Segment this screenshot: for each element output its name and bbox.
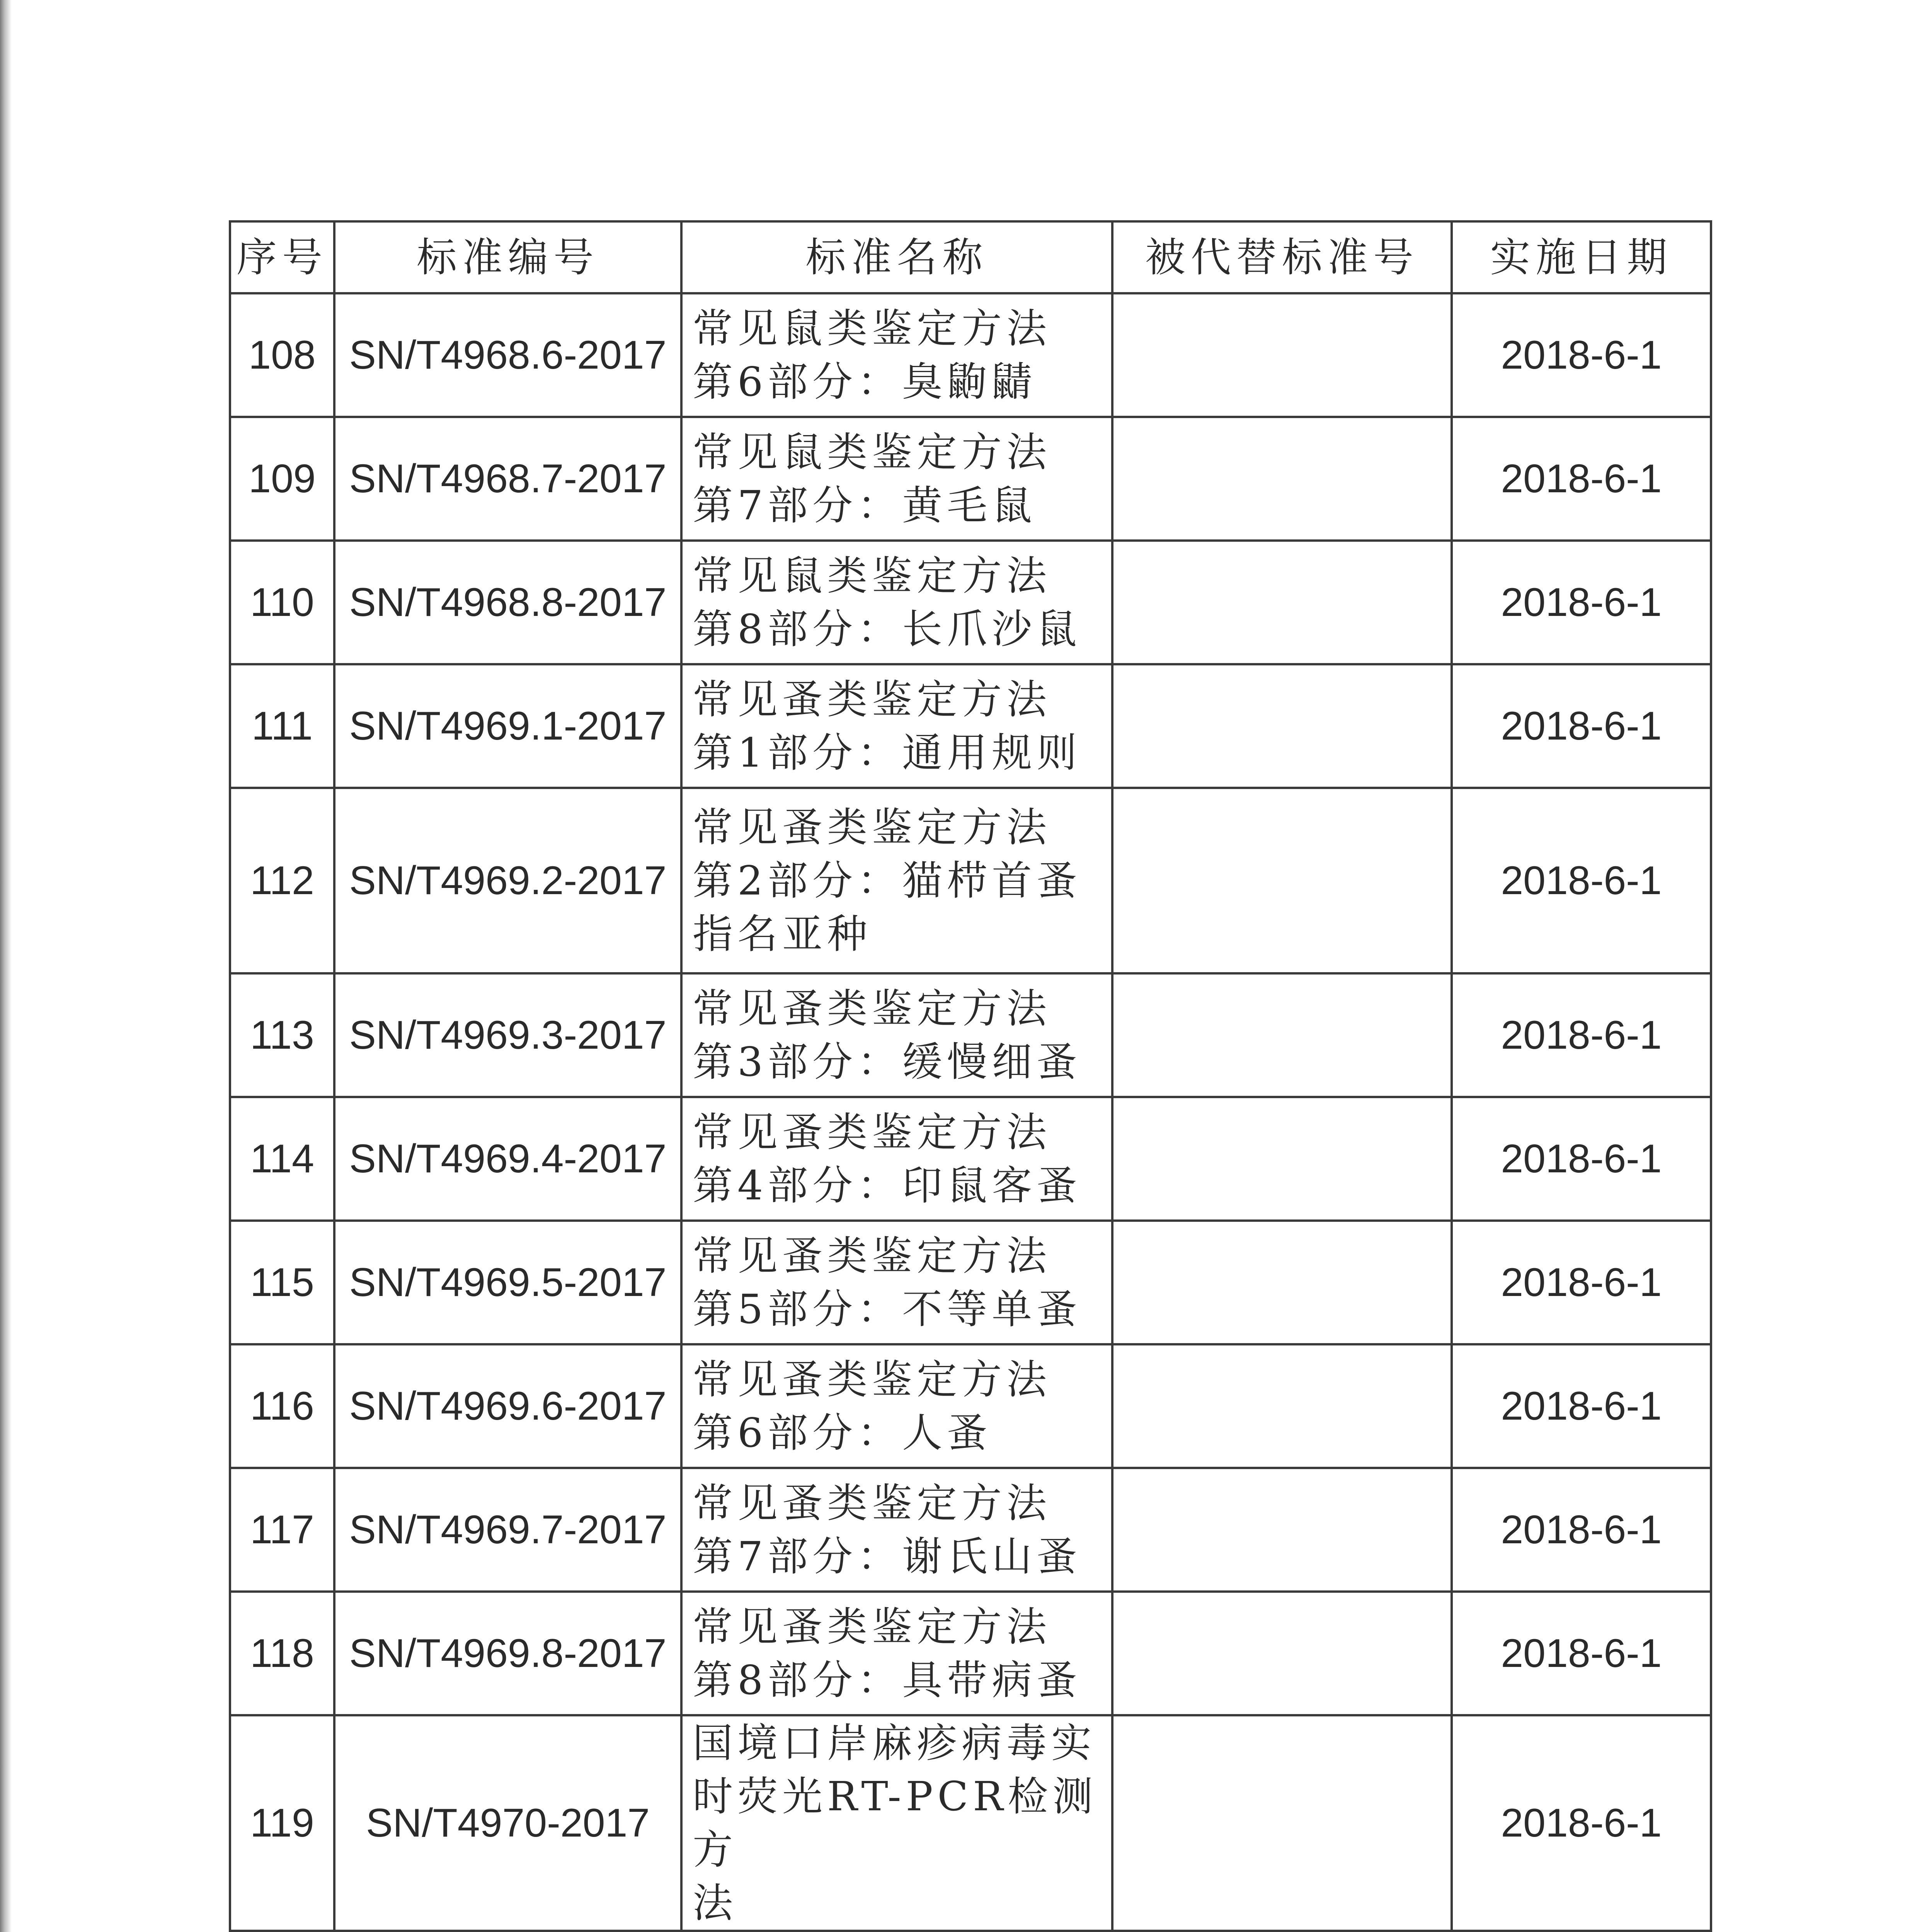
cell-standard-name: 常见蚤类鉴定方法 第7部分：谢氏山蚤 — [681, 1468, 1112, 1592]
cell-replaced-standard — [1112, 788, 1452, 973]
cell-standard-name: 常见蚤类鉴定方法 第1部分：通用规则 — [681, 664, 1112, 788]
cell-standard-code: SN/T4969.5-2017 — [334, 1221, 681, 1344]
cell-replaced-standard — [1112, 1221, 1452, 1344]
cell-serial-no: 110 — [230, 541, 334, 664]
header-standard-name: 标准名称 — [681, 221, 1112, 293]
header-serial-no: 序号 — [230, 221, 334, 293]
header-replaced-standard: 被代替标准号 — [1112, 221, 1452, 293]
cell-standard-name: 常见蚤类鉴定方法 第5部分：不等单蚤 — [681, 1221, 1112, 1344]
cell-standard-name: 常见蚤类鉴定方法 第4部分：印鼠客蚤 — [681, 1097, 1112, 1221]
cell-replaced-standard — [1112, 541, 1452, 664]
cell-serial-no: 112 — [230, 788, 334, 973]
cell-standard-code: SN/T4969.7-2017 — [334, 1468, 681, 1592]
cell-serial-no: 116 — [230, 1344, 334, 1468]
header-effective-date: 实施日期 — [1452, 221, 1711, 293]
cell-replaced-standard — [1112, 664, 1452, 788]
cell-effective-date: 2018-6-1 — [1452, 541, 1711, 664]
cell-replaced-standard — [1112, 293, 1452, 417]
cell-replaced-standard — [1112, 973, 1452, 1097]
cell-effective-date: 2018-6-1 — [1452, 664, 1711, 788]
cell-standard-name: 常见鼠类鉴定方法 第8部分：长爪沙鼠 — [681, 541, 1112, 664]
cell-serial-no: 119 — [230, 1715, 334, 1931]
cell-serial-no: 118 — [230, 1592, 334, 1715]
table-row — [230, 1592, 1711, 1715]
cell-standard-name: 常见鼠类鉴定方法 第6部分：臭鼩鼱 — [681, 293, 1112, 417]
cell-standard-code: SN/T4968.7-2017 — [334, 417, 681, 541]
cell-standard-name: 常见鼠类鉴定方法 第7部分：黄毛鼠 — [681, 417, 1112, 541]
table-row — [230, 1715, 1711, 1931]
cell-effective-date: 2018-6-1 — [1452, 788, 1711, 973]
scan-edge-shadow — [0, 0, 12, 1932]
cell-standard-code: SN/T4969.2-2017 — [334, 788, 681, 973]
cell-serial-no: 109 — [230, 417, 334, 541]
cell-standard-code: SN/T4969.4-2017 — [334, 1097, 681, 1221]
cell-standard-code: SN/T4969.8-2017 — [334, 1592, 681, 1715]
cell-standard-name: 国境口岸麻疹病毒实 时荧光RT-PCR检测方 法 — [681, 1715, 1112, 1931]
cell-effective-date: 2018-6-1 — [1452, 1592, 1711, 1715]
cell-effective-date: 2018-6-1 — [1452, 1468, 1711, 1592]
cell-standard-code: SN/T4969.3-2017 — [334, 973, 681, 1097]
table-row — [230, 1344, 1711, 1468]
cell-effective-date: 2018-6-1 — [1452, 417, 1711, 541]
cell-serial-no: 114 — [230, 1097, 334, 1221]
header-standard-code: 标准编号 — [334, 221, 681, 293]
cell-standard-code: SN/T4970-2017 — [334, 1715, 681, 1931]
cell-standard-name: 常见蚤类鉴定方法 第8部分：具带病蚤 — [681, 1592, 1112, 1715]
cell-serial-no: 111 — [230, 664, 334, 788]
cell-replaced-standard — [1112, 417, 1452, 541]
cell-effective-date: 2018-6-1 — [1452, 1097, 1711, 1221]
cell-standard-name: 常见蚤类鉴定方法 第2部分：猫栉首蚤 指名亚种 — [681, 788, 1112, 973]
cell-effective-date: 2018-6-1 — [1452, 1715, 1711, 1931]
table-header-row — [230, 221, 1711, 293]
table-row — [230, 788, 1711, 973]
cell-standard-name: 常见蚤类鉴定方法 第6部分：人蚤 — [681, 1344, 1112, 1468]
table-row — [230, 1097, 1711, 1221]
cell-replaced-standard — [1112, 1592, 1452, 1715]
table-row — [230, 417, 1711, 541]
cell-serial-no: 117 — [230, 1468, 334, 1592]
cell-standard-code: SN/T4968.6-2017 — [334, 293, 681, 417]
cell-standard-code: SN/T4969.1-2017 — [334, 664, 681, 788]
cell-serial-no: 113 — [230, 973, 334, 1097]
cell-serial-no: 115 — [230, 1221, 334, 1344]
table-row — [230, 293, 1711, 417]
table-row — [230, 973, 1711, 1097]
table-row — [230, 1468, 1711, 1592]
cell-replaced-standard — [1112, 1344, 1452, 1468]
cell-standard-code: SN/T4969.6-2017 — [334, 1344, 681, 1468]
cell-standard-code: SN/T4968.8-2017 — [334, 541, 681, 664]
cell-replaced-standard — [1112, 1097, 1452, 1221]
cell-effective-date: 2018-6-1 — [1452, 293, 1711, 417]
cell-effective-date: 2018-6-1 — [1452, 1221, 1711, 1344]
cell-serial-no: 108 — [230, 293, 334, 417]
table-row — [230, 541, 1711, 664]
cell-replaced-standard — [1112, 1715, 1452, 1931]
cell-effective-date: 2018-6-1 — [1452, 1344, 1711, 1468]
cell-standard-name: 常见蚤类鉴定方法 第3部分：缓慢细蚤 — [681, 973, 1112, 1097]
cell-replaced-standard — [1112, 1468, 1452, 1592]
table-row — [230, 664, 1711, 788]
table-row — [230, 1221, 1711, 1344]
cell-effective-date: 2018-6-1 — [1452, 973, 1711, 1097]
standards-table — [229, 220, 1712, 1932]
